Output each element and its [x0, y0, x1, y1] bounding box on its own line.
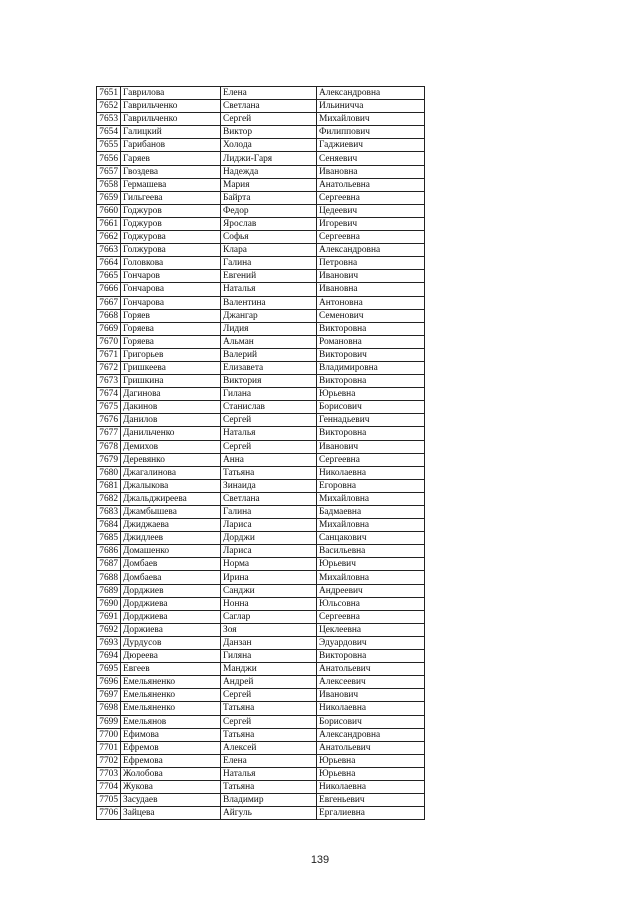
first-name-cell: Лиджи-Гаря: [221, 152, 317, 165]
patronymic-cell: Александровна: [317, 244, 425, 257]
last-name-cell: Гермашева: [121, 178, 221, 191]
patronymic-cell: Егоровна: [317, 479, 425, 492]
patronymic-cell: Романовна: [317, 335, 425, 348]
table-row: [97, 597, 425, 610]
last-name-cell: Джидлеев: [121, 532, 221, 545]
table-row: [97, 152, 425, 165]
row-number-cell: 7705: [97, 794, 121, 807]
first-name-cell: Светлана: [221, 492, 317, 505]
last-name-cell: Дакинов: [121, 401, 221, 414]
patronymic-cell: Юрьевна: [317, 388, 425, 401]
first-name-cell: Сергей: [221, 113, 317, 126]
table-row: [97, 401, 425, 414]
patronymic-cell: Николаевна: [317, 702, 425, 715]
first-name-cell: Наталья: [221, 767, 317, 780]
table-row: [97, 794, 425, 807]
row-number-cell: 7660: [97, 204, 121, 217]
last-name-cell: Дорджиева: [121, 610, 221, 623]
patronymic-cell: Цедеевич: [317, 204, 425, 217]
first-name-cell: Елизавета: [221, 361, 317, 374]
table-row: [97, 715, 425, 728]
table-row: [97, 780, 425, 793]
patronymic-cell: Геннадьевич: [317, 414, 425, 427]
patronymic-cell: Юрьевич: [317, 558, 425, 571]
last-name-cell: Жолобова: [121, 767, 221, 780]
row-number-cell: 7674: [97, 388, 121, 401]
first-name-cell: Надежда: [221, 165, 317, 178]
last-name-cell: Головкова: [121, 257, 221, 270]
patronymic-cell: Сергеевна: [317, 231, 425, 244]
patronymic-cell: Гаджиевич: [317, 139, 425, 152]
last-name-cell: Дагинова: [121, 388, 221, 401]
first-name-cell: Виктория: [221, 375, 317, 388]
last-name-cell: Домбаева: [121, 571, 221, 584]
row-number-cell: 7664: [97, 257, 121, 270]
patronymic-cell: Евгеньевич: [317, 794, 425, 807]
patronymic-cell: Семенович: [317, 309, 425, 322]
row-number-cell: 7657: [97, 165, 121, 178]
patronymic-cell: Александровна: [317, 87, 425, 100]
last-name-cell: Гаврильченко: [121, 100, 221, 113]
patronymic-cell: Викторовна: [317, 427, 425, 440]
row-number-cell: 7675: [97, 401, 121, 414]
row-number-cell: 7670: [97, 335, 121, 348]
patronymic-cell: Петровна: [317, 257, 425, 270]
patronymic-cell: Цеклеевна: [317, 623, 425, 636]
last-name-cell: Деревянко: [121, 453, 221, 466]
table-row: [97, 113, 425, 126]
row-number-cell: 7661: [97, 217, 121, 230]
table-row: [97, 388, 425, 401]
first-name-cell: Софья: [221, 231, 317, 244]
row-number-cell: 7662: [97, 231, 121, 244]
patronymic-cell: Санцакович: [317, 532, 425, 545]
row-number-cell: 7695: [97, 663, 121, 676]
last-name-cell: Гончарова: [121, 283, 221, 296]
first-name-cell: Татьяна: [221, 728, 317, 741]
table-row: [97, 767, 425, 780]
table-row: [97, 375, 425, 388]
table-row: [97, 663, 425, 676]
patronymic-cell: Андреевич: [317, 584, 425, 597]
row-number-cell: 7678: [97, 440, 121, 453]
row-number-cell: 7702: [97, 754, 121, 767]
first-name-cell: Валентина: [221, 296, 317, 309]
table-row: [97, 87, 425, 100]
last-name-cell: Годжуров: [121, 217, 221, 230]
last-name-cell: Дюреева: [121, 650, 221, 663]
patronymic-cell: Анатольевна: [317, 178, 425, 191]
first-name-cell: Евгений: [221, 270, 317, 283]
last-name-cell: Домбаев: [121, 558, 221, 571]
patronymic-cell: Викторович: [317, 348, 425, 361]
table-row: [97, 270, 425, 283]
row-number-cell: 7679: [97, 453, 121, 466]
patronymic-cell: Александровна: [317, 728, 425, 741]
table-row: [97, 322, 425, 335]
last-name-cell: Джиджаева: [121, 519, 221, 532]
row-number-cell: 7659: [97, 191, 121, 204]
patronymic-cell: Михайловна: [317, 492, 425, 505]
first-name-cell: Анна: [221, 453, 317, 466]
table-row: [97, 466, 425, 479]
patronymic-cell: Сергеевна: [317, 610, 425, 623]
row-number-cell: 7676: [97, 414, 121, 427]
first-name-cell: Зинаида: [221, 479, 317, 492]
first-name-cell: Дорджи: [221, 532, 317, 545]
row-number-cell: 7686: [97, 545, 121, 558]
patronymic-cell: Михайловна: [317, 571, 425, 584]
table-row: [97, 126, 425, 139]
last-name-cell: Горяева: [121, 322, 221, 335]
row-number-cell: 7693: [97, 636, 121, 649]
table-row: [97, 492, 425, 505]
first-name-cell: Станислав: [221, 401, 317, 414]
table-row: [97, 191, 425, 204]
first-name-cell: Лариса: [221, 519, 317, 532]
table-row: [97, 453, 425, 466]
table-row: [97, 506, 425, 519]
patronymic-cell: Иванович: [317, 270, 425, 283]
patronymic-cell: Ергалиевна: [317, 807, 425, 820]
row-number-cell: 7681: [97, 479, 121, 492]
patronymic-cell: Сергеевна: [317, 191, 425, 204]
table-row: [97, 676, 425, 689]
table-row: [97, 139, 425, 152]
patronymic-cell: Антоновна: [317, 296, 425, 309]
patronymic-cell: Юльсовна: [317, 597, 425, 610]
patronymic-cell: Николаевна: [317, 780, 425, 793]
patronymic-cell: Борисович: [317, 715, 425, 728]
row-number-cell: 7701: [97, 741, 121, 754]
last-name-cell: Голжурова: [121, 244, 221, 257]
table-row: [97, 807, 425, 820]
table-row: [97, 545, 425, 558]
patronymic-cell: Иванович: [317, 689, 425, 702]
first-name-cell: Манджи: [221, 663, 317, 676]
first-name-cell: Валерий: [221, 348, 317, 361]
row-number-cell: 7696: [97, 676, 121, 689]
table-row: [97, 244, 425, 257]
first-name-cell: Гилана: [221, 388, 317, 401]
row-number-cell: 7692: [97, 623, 121, 636]
last-name-cell: Жукова: [121, 780, 221, 793]
first-name-cell: Андрей: [221, 676, 317, 689]
table-row: [97, 728, 425, 741]
roster-table: [96, 86, 425, 820]
table-row: [97, 584, 425, 597]
table-row: [97, 689, 425, 702]
patronymic-cell: Алексеевич: [317, 676, 425, 689]
last-name-cell: Гаряев: [121, 152, 221, 165]
first-name-cell: Владимир: [221, 794, 317, 807]
first-name-cell: Елена: [221, 754, 317, 767]
row-number-cell: 7703: [97, 767, 121, 780]
first-name-cell: Татьяна: [221, 702, 317, 715]
table-row: [97, 348, 425, 361]
first-name-cell: Виктор: [221, 126, 317, 139]
row-number-cell: 7680: [97, 466, 121, 479]
patronymic-cell: Игоревич: [317, 217, 425, 230]
first-name-cell: Наталья: [221, 427, 317, 440]
first-name-cell: Джангар: [221, 309, 317, 322]
row-number-cell: 7687: [97, 558, 121, 571]
last-name-cell: Ефимова: [121, 728, 221, 741]
last-name-cell: Емельяненко: [121, 676, 221, 689]
patronymic-cell: Ильиничча: [317, 100, 425, 113]
first-name-cell: Норма: [221, 558, 317, 571]
table-row: [97, 231, 425, 244]
last-name-cell: Домашенко: [121, 545, 221, 558]
last-name-cell: Засудаев: [121, 794, 221, 807]
row-number-cell: 7665: [97, 270, 121, 283]
first-name-cell: Татьяна: [221, 466, 317, 479]
first-name-cell: Сергей: [221, 440, 317, 453]
patronymic-cell: Юрьевна: [317, 767, 425, 780]
first-name-cell: Клара: [221, 244, 317, 257]
table-row: [97, 309, 425, 322]
last-name-cell: Гришкеева: [121, 361, 221, 374]
first-name-cell: Ярослав: [221, 217, 317, 230]
table-row: [97, 702, 425, 715]
last-name-cell: Демихов: [121, 440, 221, 453]
last-name-cell: Зайцева: [121, 807, 221, 820]
first-name-cell: Ирина: [221, 571, 317, 584]
last-name-cell: Емельянов: [121, 715, 221, 728]
patronymic-cell: Викторовна: [317, 322, 425, 335]
table-row: [97, 479, 425, 492]
last-name-cell: Гришкина: [121, 375, 221, 388]
table-row: [97, 335, 425, 348]
row-number-cell: 7683: [97, 506, 121, 519]
last-name-cell: Джамбышева: [121, 506, 221, 519]
row-number-cell: 7688: [97, 571, 121, 584]
table-row: [97, 532, 425, 545]
last-name-cell: Ефремов: [121, 741, 221, 754]
patronymic-cell: Ивановна: [317, 165, 425, 178]
first-name-cell: Федор: [221, 204, 317, 217]
table-row: [97, 165, 425, 178]
patronymic-cell: Бадмаевна: [317, 506, 425, 519]
row-number-cell: 7694: [97, 650, 121, 663]
table-row: [97, 427, 425, 440]
first-name-cell: Татьяна: [221, 780, 317, 793]
table-row: [97, 440, 425, 453]
first-name-cell: Галина: [221, 506, 317, 519]
row-number-cell: 7656: [97, 152, 121, 165]
patronymic-cell: Анатольевич: [317, 663, 425, 676]
last-name-cell: Горяев: [121, 309, 221, 322]
first-name-cell: Альман: [221, 335, 317, 348]
last-name-cell: Гарибанов: [121, 139, 221, 152]
row-number-cell: 7684: [97, 519, 121, 532]
last-name-cell: Гончаров: [121, 270, 221, 283]
row-number-cell: 7668: [97, 309, 121, 322]
last-name-cell: Джальджиреева: [121, 492, 221, 505]
first-name-cell: Байрта: [221, 191, 317, 204]
last-name-cell: Гаврилова: [121, 87, 221, 100]
last-name-cell: Гончарова: [121, 296, 221, 309]
last-name-cell: Джагалинова: [121, 466, 221, 479]
first-name-cell: Саглар: [221, 610, 317, 623]
first-name-cell: Лариса: [221, 545, 317, 558]
last-name-cell: Годжурова: [121, 231, 221, 244]
last-name-cell: Галицкий: [121, 126, 221, 139]
row-number-cell: 7672: [97, 361, 121, 374]
row-number-cell: 7667: [97, 296, 121, 309]
row-number-cell: 7706: [97, 807, 121, 820]
first-name-cell: Сергей: [221, 414, 317, 427]
table-row: [97, 178, 425, 191]
table-row: [97, 754, 425, 767]
row-number-cell: 7682: [97, 492, 121, 505]
patronymic-cell: Филиппович: [317, 126, 425, 139]
last-name-cell: Годжуров: [121, 204, 221, 217]
row-number-cell: 7655: [97, 139, 121, 152]
table-row: [97, 414, 425, 427]
patronymic-cell: Ивановна: [317, 283, 425, 296]
row-number-cell: 7658: [97, 178, 121, 191]
last-name-cell: Евгеев: [121, 663, 221, 676]
table-row: [97, 741, 425, 754]
row-number-cell: 7690: [97, 597, 121, 610]
last-name-cell: Данильченко: [121, 427, 221, 440]
table-row: [97, 610, 425, 623]
table-row: [97, 650, 425, 663]
first-name-cell: Гиляна: [221, 650, 317, 663]
first-name-cell: Алексей: [221, 741, 317, 754]
first-name-cell: Светлана: [221, 100, 317, 113]
row-number-cell: 7673: [97, 375, 121, 388]
patronymic-cell: Иванович: [317, 440, 425, 453]
patronymic-cell: Сеняевич: [317, 152, 425, 165]
first-name-cell: Зоя: [221, 623, 317, 636]
first-name-cell: Лидия: [221, 322, 317, 335]
row-number-cell: 7677: [97, 427, 121, 440]
first-name-cell: Сергей: [221, 689, 317, 702]
table-row: [97, 217, 425, 230]
row-number-cell: 7654: [97, 126, 121, 139]
table-row: [97, 361, 425, 374]
last-name-cell: Емельяненко: [121, 702, 221, 715]
patronymic-cell: Викторовна: [317, 650, 425, 663]
table-row: [97, 204, 425, 217]
first-name-cell: Галина: [221, 257, 317, 270]
first-name-cell: Сергей: [221, 715, 317, 728]
first-name-cell: Данзан: [221, 636, 317, 649]
table-row: [97, 257, 425, 270]
first-name-cell: Наталья: [221, 283, 317, 296]
table-row: [97, 558, 425, 571]
table-row: [97, 571, 425, 584]
patronymic-cell: Николаевна: [317, 466, 425, 479]
row-number-cell: 7704: [97, 780, 121, 793]
row-number-cell: 7691: [97, 610, 121, 623]
row-number-cell: 7669: [97, 322, 121, 335]
table-row: [97, 636, 425, 649]
first-name-cell: Мария: [221, 178, 317, 191]
last-name-cell: Джалыкова: [121, 479, 221, 492]
row-number-cell: 7698: [97, 702, 121, 715]
last-name-cell: Дорджиев: [121, 584, 221, 597]
first-name-cell: Нонна: [221, 597, 317, 610]
row-number-cell: 7699: [97, 715, 121, 728]
last-name-cell: Данилов: [121, 414, 221, 427]
row-number-cell: 7671: [97, 348, 121, 361]
patronymic-cell: Васильевна: [317, 545, 425, 558]
first-name-cell: Холода: [221, 139, 317, 152]
table-row: [97, 283, 425, 296]
last-name-cell: Доржиева: [121, 623, 221, 636]
patronymic-cell: Владимировна: [317, 361, 425, 374]
last-name-cell: Гвоздева: [121, 165, 221, 178]
patronymic-cell: Эдуардович: [317, 636, 425, 649]
last-name-cell: Григорьев: [121, 348, 221, 361]
roster-body: [97, 87, 425, 820]
page-number: 139: [310, 854, 330, 866]
patronymic-cell: Сергеевна: [317, 453, 425, 466]
row-number-cell: 7685: [97, 532, 121, 545]
last-name-cell: Емельяненко: [121, 689, 221, 702]
row-number-cell: 7651: [97, 87, 121, 100]
row-number-cell: 7700: [97, 728, 121, 741]
row-number-cell: 7666: [97, 283, 121, 296]
table-row: [97, 623, 425, 636]
last-name-cell: Дорджиева: [121, 597, 221, 610]
row-number-cell: 7697: [97, 689, 121, 702]
patronymic-cell: Викторовна: [317, 375, 425, 388]
last-name-cell: Горяева: [121, 335, 221, 348]
first-name-cell: Санджи: [221, 584, 317, 597]
row-number-cell: 7653: [97, 113, 121, 126]
patronymic-cell: Михайлович: [317, 113, 425, 126]
patronymic-cell: Борисович: [317, 401, 425, 414]
patronymic-cell: Анатольевич: [317, 741, 425, 754]
last-name-cell: Ефремова: [121, 754, 221, 767]
row-number-cell: 7652: [97, 100, 121, 113]
table-row: [97, 100, 425, 113]
last-name-cell: Гильгеева: [121, 191, 221, 204]
last-name-cell: Дурдусов: [121, 636, 221, 649]
patronymic-cell: Михайловна: [317, 519, 425, 532]
patronymic-cell: Юрьевна: [317, 754, 425, 767]
first-name-cell: Айгуль: [221, 807, 317, 820]
last-name-cell: Гаврильченко: [121, 113, 221, 126]
table-row: [97, 296, 425, 309]
row-number-cell: 7689: [97, 584, 121, 597]
row-number-cell: 7663: [97, 244, 121, 257]
table-row: [97, 519, 425, 532]
first-name-cell: Елена: [221, 87, 317, 100]
